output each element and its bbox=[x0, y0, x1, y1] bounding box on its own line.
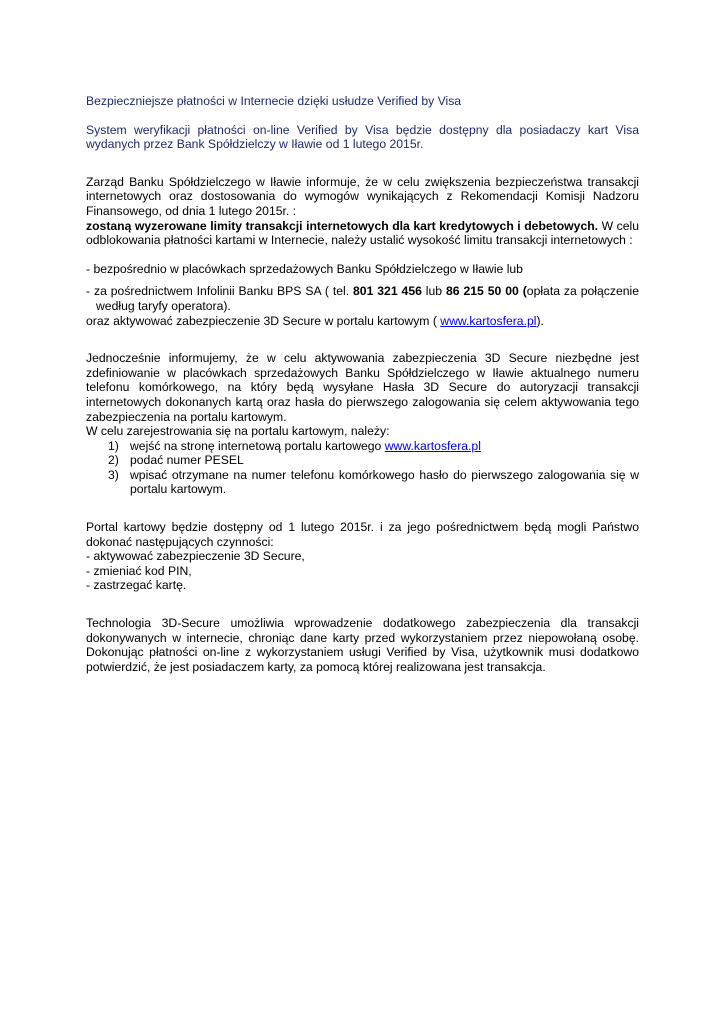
announcement-text-a: Zarząd Banku Spółdzielczego w Iławie informuje, że w celu zwiększenia bezpieczeństwa transakcji internetowych oraz dostosowania do wymogów wynikających z Rekomendacji Komisji Nadzoru Finansowego, od dnia 1 lutego 2015r. : bbox=[86, 174, 639, 218]
option-hotline bbox=[86, 284, 639, 313]
step-text: wejść na stronę internetową portalu kartowego bbox=[130, 438, 385, 453]
technology-paragraph: Technologia 3D-Secure umożliwia wprowadzenie dodatkowego zabezpieczenia dla transakcji dokonywanych w internecie, chroniąc dane karty przed wykorzystaniem przez niepowołaną osobę. Dokonując płatności on-line z wykorzystaniem usługi Verified by Visa, użytkownik musi dodatkowo potwierdzić, że jest posiadaczem karty, za pomocą której realizowana jest transakcja. bbox=[86, 616, 639, 674]
portal-paragraph: Portal kartowy będzie dostępny od 1 lutego 2015r. i za jego pośrednictwem będą mogli Państwo dokonać następujących czynności: bbox=[86, 520, 639, 549]
limits-reset-notice: zostaną wyzerowane limity transakcji internetowych dla kart kredytowych i debetowych. bbox=[86, 218, 599, 233]
kartosfera-link[interactable]: www.kartosfera.pl bbox=[440, 313, 537, 328]
document-body bbox=[86, 94, 639, 674]
hotline-fee-note: opłata za połączenie według taryfy operatora). bbox=[96, 284, 639, 313]
list-item bbox=[86, 439, 639, 454]
step-number: 1) bbox=[108, 438, 119, 453]
activate-3d-secure-line bbox=[86, 314, 639, 329]
step-text: podać numer PESEL bbox=[130, 453, 244, 468]
registration-intro: W celu zarejestrowania się na portalu kartowym, należy: bbox=[86, 424, 390, 439]
phone-number-2: 86 215 50 00 bbox=[446, 284, 519, 299]
list-item bbox=[86, 468, 639, 497]
registration-steps bbox=[86, 439, 639, 497]
option-branch: - bezpośrednio w placówkach sprzedażowych Banku Spółdzielczego w Iławie lub bbox=[86, 261, 523, 276]
hotline-or: lub bbox=[421, 284, 446, 299]
hotline-text: - za pośrednictwem Infolinii Banku BPS SA ( tel. bbox=[86, 284, 354, 299]
list-item: - aktywować zabezpieczenie 3D Secure, bbox=[86, 549, 305, 564]
list-item: - zmieniać kod PIN, bbox=[86, 563, 192, 578]
phone-number-1: 801 321 456 bbox=[353, 284, 422, 299]
activate-text: oraz aktywować zabezpieczenie 3D Secure w portalu kartowym ( bbox=[86, 313, 441, 328]
activate-text-end: ). bbox=[536, 313, 544, 328]
list-item bbox=[86, 453, 639, 468]
portal-actions-list bbox=[86, 549, 639, 593]
announcement-text-b: W celu odblokowania płatności kartami w Internecie, należy ustalić wysokość limitu transakcji internetowych : bbox=[86, 218, 639, 248]
info-paragraph: Jednocześnie informujemy, że w celu aktywowania zabezpieczenia 3D Secure niezbędne jest zdefiniowanie w placówkach sprzedażowych Banku Spółdzielczego w Iławie aktualnego numeru telefonu komórkowego, na który będą wysyłane Hasła 3D Secure do autoryzacji transakcji internetowych dokonanych kartą oraz hasła do pierwszego zalogowania się celem aktywowania tego zabezpieczenia na portalu kartowym. bbox=[86, 351, 639, 424]
intro-paragraph: System weryfikacji płatności on-line Verified by Visa będzie dostępny dla posiadaczy kart Visa wydanych przez Bank Spółdzielczy w Iławie od 1 lutego 2015r. bbox=[86, 122, 639, 152]
step-text: wpisać otrzymane na numer telefonu komórkowego hasło do pierwszego zalogowania się w portalu kartowym. bbox=[130, 467, 639, 497]
page-title: Bezpieczniejsze płatności w Internecie dzięki usłudze Verified by Visa bbox=[86, 94, 462, 108]
list-item: - zastrzegać kartę. bbox=[86, 578, 187, 593]
step-number: 2) bbox=[108, 453, 119, 468]
step-number: 3) bbox=[108, 467, 119, 482]
hotline-paren: ( bbox=[518, 284, 527, 299]
announcement-paragraph bbox=[86, 175, 639, 248]
kartosfera-step-link[interactable]: www.kartosfera.pl bbox=[384, 438, 481, 453]
